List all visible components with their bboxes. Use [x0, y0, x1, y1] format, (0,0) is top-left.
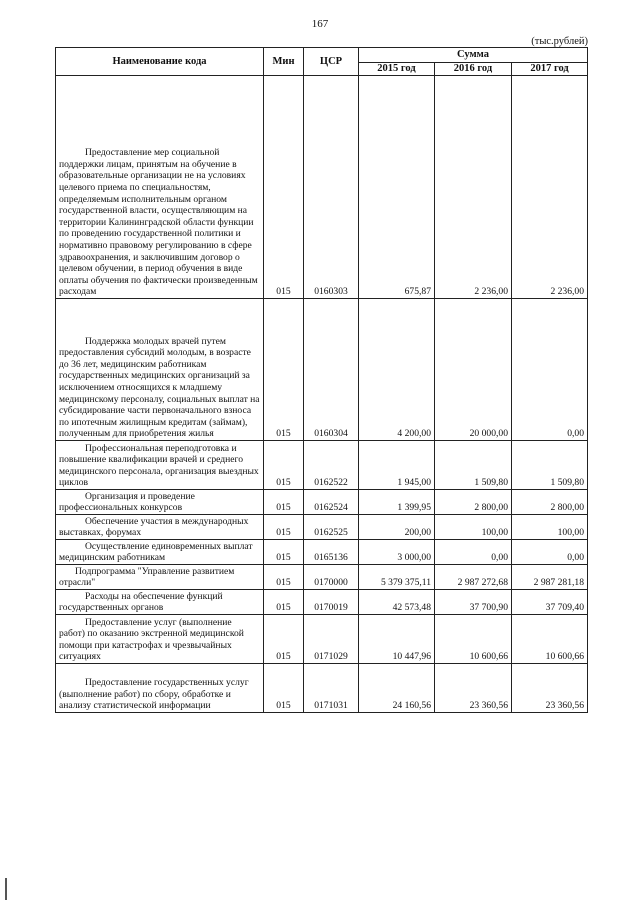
- row-name: Обеспечение участия в международных выставках, форумах: [56, 515, 264, 540]
- table-row: [56, 490, 588, 515]
- row-value-2016: 23 360,56: [435, 664, 512, 713]
- row-value-2017: 23 360,56: [512, 664, 588, 713]
- row-value-2017: 2 987 281,18: [512, 565, 588, 590]
- row-value-2015: 1 945,00: [359, 441, 435, 490]
- header-year-2015: 2015 год: [359, 63, 435, 76]
- row-code: 0162525: [304, 515, 359, 540]
- row-value-2017: 2 800,00: [512, 490, 588, 515]
- row-value-2016: 2 236,00: [435, 76, 512, 299]
- table-row: [56, 664, 588, 713]
- table-row: [56, 565, 588, 590]
- row-ministry: 015: [264, 590, 304, 615]
- row-value-2017: 1 509,80: [512, 441, 588, 490]
- row-value-2015: 200,00: [359, 515, 435, 540]
- header-code: ЦСР: [304, 48, 359, 76]
- row-value-2015: 5 379 375,11: [359, 565, 435, 590]
- row-name: Расходы на обеспечение функций государственных органов: [56, 590, 264, 615]
- header-sum: Сумма: [359, 48, 588, 63]
- units-label: (тыс.рублей): [531, 36, 588, 47]
- row-value-2016: 20 000,00: [435, 299, 512, 441]
- row-value-2016: 100,00: [435, 515, 512, 540]
- row-ministry: 015: [264, 565, 304, 590]
- table-row: [56, 76, 588, 299]
- row-value-2015: 42 573,48: [359, 590, 435, 615]
- row-value-2017: 0,00: [512, 299, 588, 441]
- row-name: Организация и проведение профессиональных конкурсов: [56, 490, 264, 515]
- row-ministry: 015: [264, 490, 304, 515]
- row-ministry: 015: [264, 76, 304, 299]
- header-name: Наименование кода: [56, 48, 264, 76]
- row-value-2016: 0,00: [435, 540, 512, 565]
- table-row: [56, 590, 588, 615]
- row-code: 0170019: [304, 590, 359, 615]
- table-row: [56, 299, 588, 441]
- row-name: Предоставление мер социальной поддержки лицам, принятым на обучение в образовательные организации не на условиях целевого приема по специальностям, определяемым исполнительным органом государственной власти, осуществляющим на территории Калининградской области функции по проведению государственной политики и нормативно правовому регулированию в сфере здравоохранения, и заключившим договор о целевом обучении, в период обучения в виде оплаты обучения по фактически произведенным расходам: [56, 76, 264, 299]
- row-code: 0162524: [304, 490, 359, 515]
- row-value-2016: 37 700,90: [435, 590, 512, 615]
- header-ministry: Мин: [264, 48, 304, 76]
- row-code: 0160303: [304, 76, 359, 299]
- table-row: [56, 515, 588, 540]
- row-ministry: 015: [264, 299, 304, 441]
- header-year-2017: 2017 год: [512, 63, 588, 76]
- row-name: Предоставление государственных услуг (выполнение работ) по сбору, обработке и анализу статистической информации: [56, 664, 264, 713]
- page-number: 167: [311, 18, 329, 30]
- row-code: 0165136: [304, 540, 359, 565]
- row-value-2015: 24 160,56: [359, 664, 435, 713]
- row-value-2017: 10 600,66: [512, 615, 588, 664]
- row-ministry: 015: [264, 540, 304, 565]
- row-code: 0170000: [304, 565, 359, 590]
- row-ministry: 015: [264, 441, 304, 490]
- row-value-2016: 2 800,00: [435, 490, 512, 515]
- row-value-2017: 0,00: [512, 540, 588, 565]
- row-value-2015: 675,87: [359, 76, 435, 299]
- row-ministry: 015: [264, 515, 304, 540]
- row-value-2015: 1 399,95: [359, 490, 435, 515]
- row-code: 0160304: [304, 299, 359, 441]
- row-code: 0171029: [304, 615, 359, 664]
- table-row: [56, 615, 588, 664]
- table-row: [56, 441, 588, 490]
- row-value-2017: 100,00: [512, 515, 588, 540]
- row-name: Поддержка молодых врачей путем предоставления субсидий молодым, в возрасте до 36 лет, медицинским работникам государственных медицинских организаций за исключением относящихся к младшему медицинскому персоналу, социальных выплат на субсидирование части первоначального взноса по ипотечным жилищным кредитам (займам), полученным для приобретения жилья: [56, 299, 264, 441]
- row-value-2017: 37 709,40: [512, 590, 588, 615]
- row-value-2017: 2 236,00: [512, 76, 588, 299]
- row-value-2015: 3 000,00: [359, 540, 435, 565]
- row-name: Осуществление единовременных выплат медицинским работникам: [56, 540, 264, 565]
- row-ministry: 015: [264, 664, 304, 713]
- row-code: 0162522: [304, 441, 359, 490]
- table-row: [56, 540, 588, 565]
- row-value-2016: 10 600,66: [435, 615, 512, 664]
- scan-edge-mark: [5, 878, 7, 900]
- row-value-2016: 2 987 272,68: [435, 565, 512, 590]
- header-year-2016: 2016 год: [435, 63, 512, 76]
- row-ministry: 015: [264, 615, 304, 664]
- row-name: Профессиональная переподготовка и повышение квалификации врачей и среднего медицинского персонала, организация выездных циклов: [56, 441, 264, 490]
- budget-table: [55, 47, 588, 713]
- row-value-2015: 4 200,00: [359, 299, 435, 441]
- row-value-2015: 10 447,96: [359, 615, 435, 664]
- row-value-2016: 1 509,80: [435, 441, 512, 490]
- row-name: Предоставление услуг (выполнение работ) по оказанию экстренной медицинской помощи при катастрофах и чрезвычайных ситуациях: [56, 615, 264, 664]
- row-name: Подпрограмма "Управление развитием отрасли": [56, 565, 264, 590]
- row-code: 0171031: [304, 664, 359, 713]
